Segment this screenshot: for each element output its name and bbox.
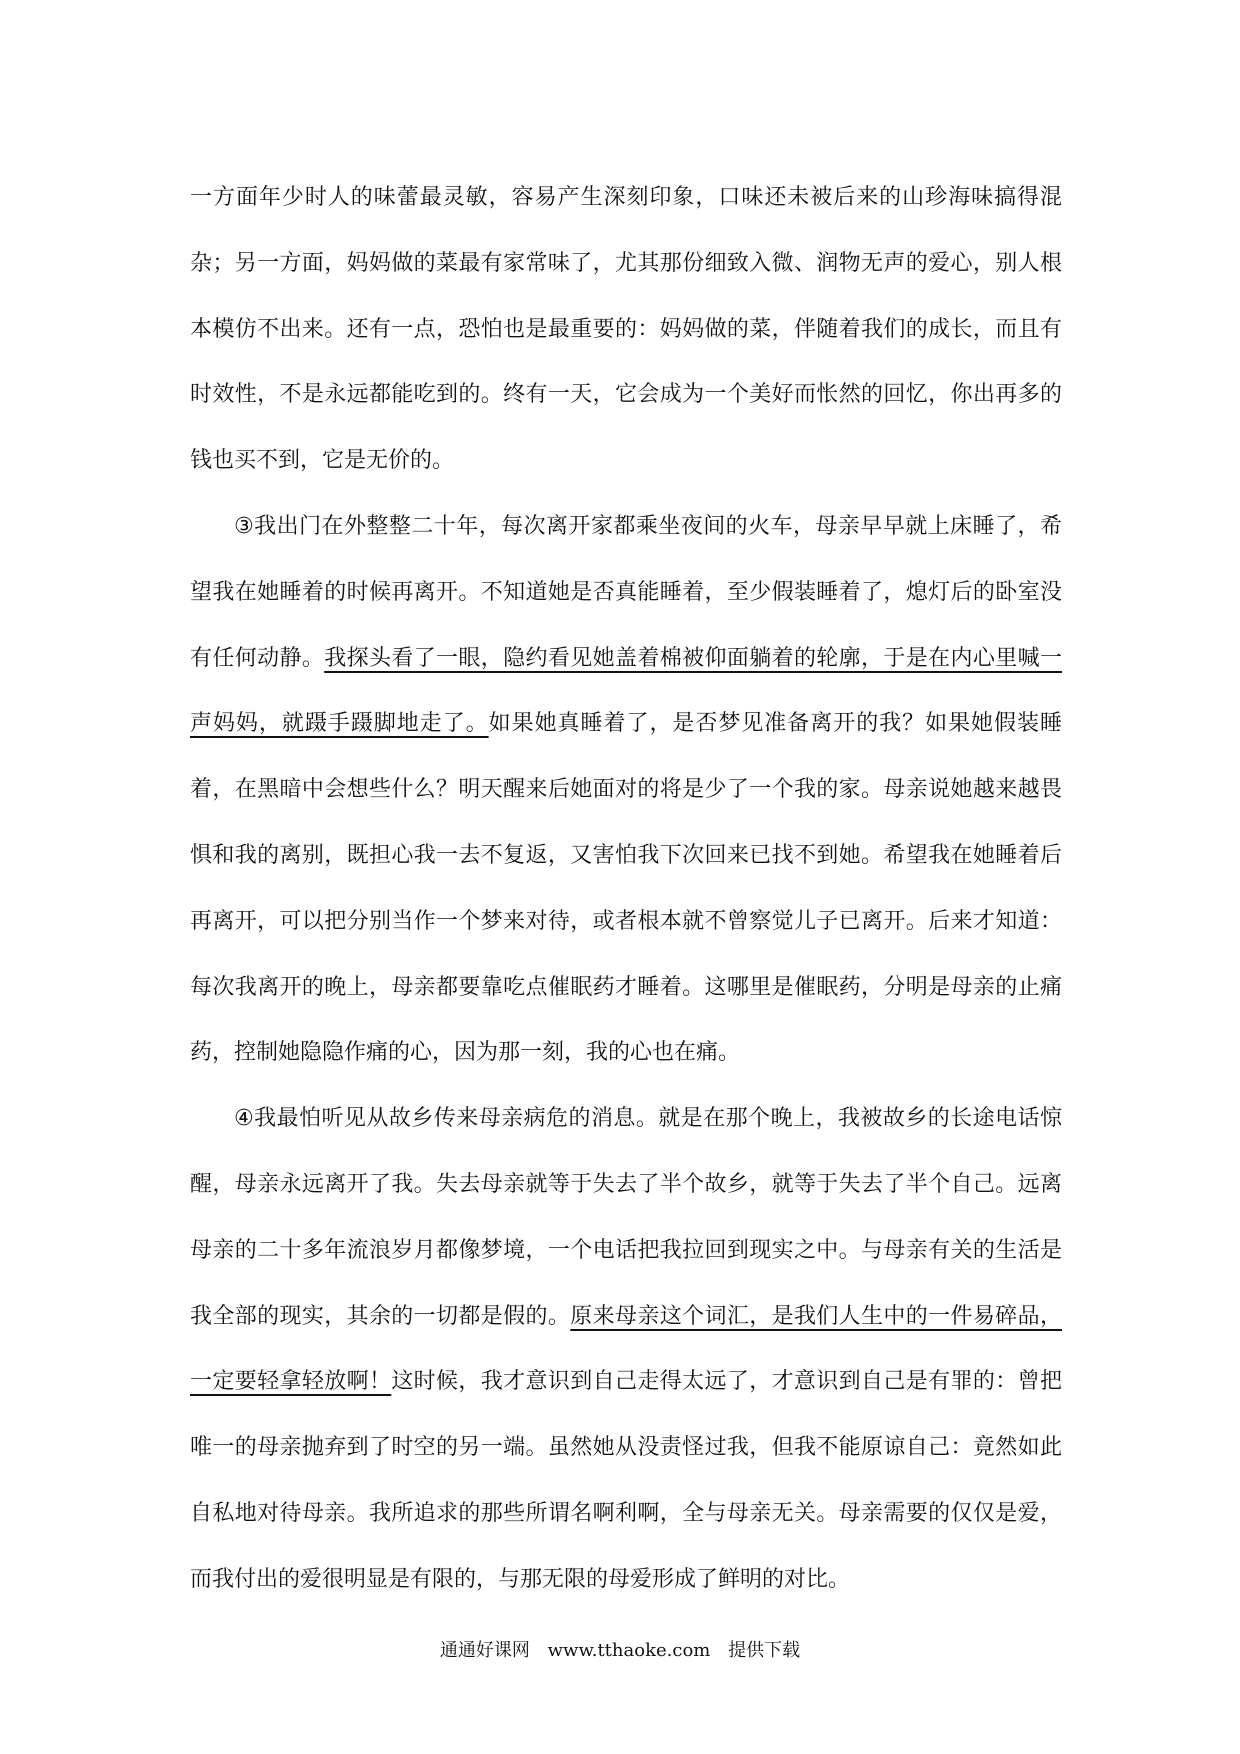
paragraph-3-text-b: 如果她真睡着了，是否梦见准备离开的我？如果她假装睡着，在黑暗中会想些什么？明天醒来后她面对的将是少了一个我的家。母亲说她越来越畏惧和我的离别，既担心我一去不复返，又害怕我下次回来已找不到她。希望我在她睡着后再离开，可以把分别当作一个梦来对待，或者根本就不曾察觉儿子已离开。后来才知道：每次我离开的晚上，母亲都要靠吃点催眠药才睡着。这哪里是催眠药，分明是母亲的止痛药，控制她隐隐作痛的心，因为那一刻，我的心也在痛。 xyxy=(190,711,1062,1066)
page-footer xyxy=(0,1636,1240,1662)
paragraph-3 xyxy=(190,494,1062,1086)
paragraph-1-text: 一方面年少时人的味蕾最灵敏，容易产生深刻印象，口味还未被后来的山珍海味搞得混杂；另一方面，妈妈做的菜最有家常味了，尤其那份细致入微、润物无声的爱心，别人根本模仿不出来。还有一点，恐怕也是最重要的：妈妈做的菜，伴随着我们的成长，而且有时效性，不是永远都能吃到的。终有一天，它会成为一个美好而怅然的回忆，你出再多的钱也买不到，它是无价的。 xyxy=(190,185,1062,474)
paragraph-4 xyxy=(190,1086,1062,1612)
paragraph-3-text-a: ③我出门在外整整二十年，每次离开家都乘坐夜间的火车，母亲早早就上床睡了，希望我在她睡着的时候再离开。不知道她是否真能睡着，至少假装睡着了，熄灯后的卧室没有任何动静。 xyxy=(190,513,1062,671)
paragraph-1 xyxy=(190,165,1062,494)
paragraph-3-underlined-sentence: 我探头看了一眼，隐约看见她盖着棉被仰面躺着的轮廓，于是在内心里喊一声妈妈，就蹑手蹑脚地走了。 xyxy=(190,645,1062,737)
article-body xyxy=(190,165,1062,1613)
footer-site-name: 通通好课网 xyxy=(439,1640,530,1661)
paragraph-4-underlined-sentence: 原来母亲这个词汇，是我们人生中的一件易碎品，一定要轻拿轻放啊！ xyxy=(190,1303,1062,1395)
paragraph-4-text-a: ④我最怕听见从故乡传来母亲病危的消息。就是在那个晚上，我被故乡的长途电话惊醒，母亲永远离开了我。失去母亲就等于失去了半个故乡，就等于失去了半个自己。远离母亲的二十多年流浪岁月都像梦境，一个电话把我拉回到现实之中。与母亲有关的生活是我全部的现实，其余的一切都是假的。 xyxy=(190,1106,1062,1329)
paragraph-4-text-b: 这时候，我才意识到自己走得太远了，才意识到自己是有罪的：曾把唯一的母亲抛弃到了时空的另一端。虽然她从没责怪过我，但我不能原谅自己：竟然如此自私地对待母亲。我所追求的那些所谓名啊利啊，全与母亲无关。母亲需要的仅仅是爱，而我付出的爱很明显是有限的，与那无限的母爱形成了鲜明的对比。 xyxy=(190,1369,1062,1592)
footer-url: www.tthaoke.com xyxy=(547,1640,711,1661)
footer-suffix: 提供下载 xyxy=(728,1640,801,1661)
